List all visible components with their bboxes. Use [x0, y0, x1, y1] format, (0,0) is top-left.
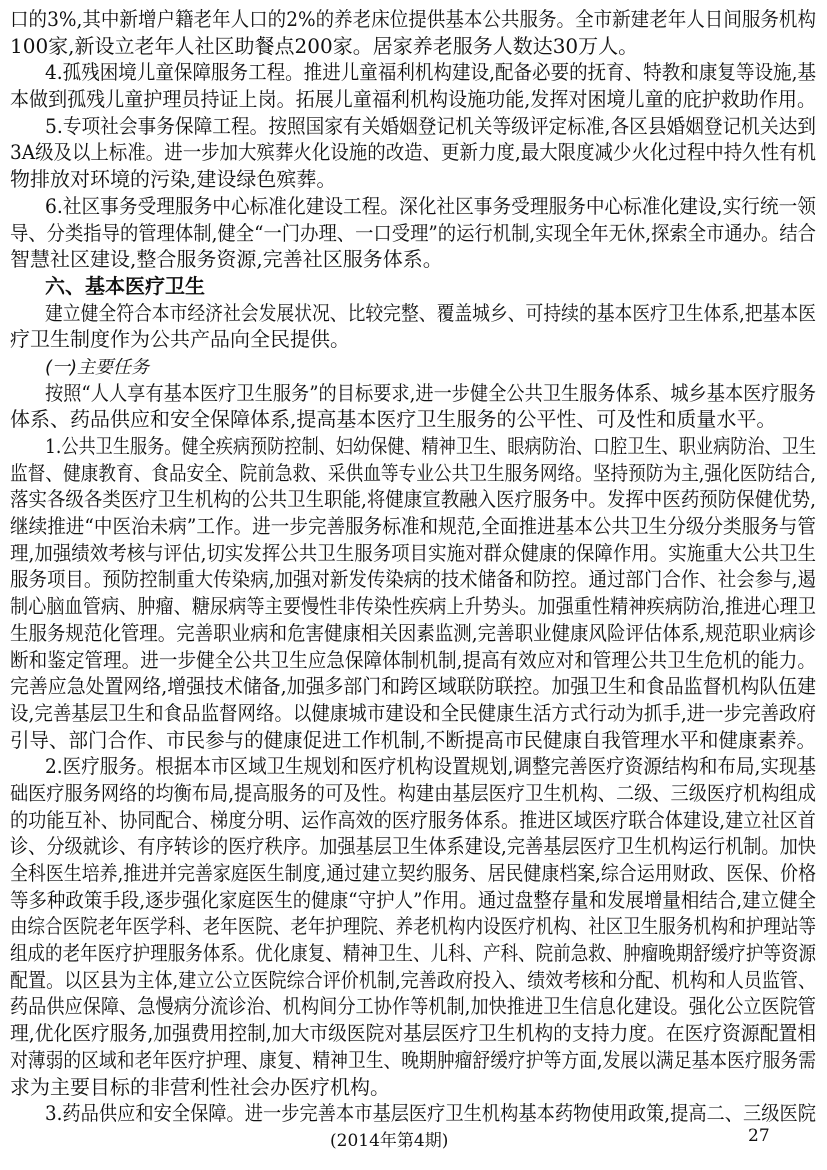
text-line: 智慧社区建设,整合服务资源,完善社区服务体系。 — [10, 247, 443, 272]
paragraph — [10, 380, 816, 433]
text-line: 完善应急处置网络,增强技术储备,加强多部门和跨区域联防联控。加强卫生和食品监督机构队伍建 — [10, 674, 816, 699]
text-line: 断和鉴定管理。进一步健全公共卫生应急保障体制机制,提高有效应对和管理公共卫生危机的能力。 — [10, 647, 816, 672]
section-heading — [10, 273, 816, 300]
text-line: 求为主要目标的非营利性社会办医疗机构。 — [10, 1074, 390, 1099]
text-line: 诊、分级就诊、有序转诊的医疗秩序。加强基层卫生体系建设,完善基层医疗卫生机构运行机制。加快 — [10, 834, 816, 859]
text-line: 础医疗服务网络的均衡布局,提高服务的可及性。构建由基层医疗卫生机构、二级、三级医疗机构组成 — [10, 780, 816, 805]
text-line: 3.药品供应和安全保障。进一步完善本市基层医疗卫生机构基本药物使用政策,提高二、三级医院 — [45, 1101, 816, 1126]
text-line: 100家,新设立老年人社区助餐点200家。居家养老服务人数达30万人。 — [10, 33, 639, 58]
text-line: 按照“人人享有基本医疗卫生服务”的目标要求,进一步健全公共卫生服务体系、城乡基本医疗服务 — [45, 380, 816, 405]
text-line: 4.孤残困境儿童保障服务工程。推进儿童福利机构建设,配备必要的抚育、特教和康复等设施,基 — [45, 60, 816, 85]
text-line: 制心脑血管病、肿瘤、糖尿病等主要慢性非传染性疾病上升势头。加强重性精神疾病防治,推进心理卫 — [10, 594, 816, 619]
paragraph — [10, 193, 816, 273]
text-line: 理,优化医疗服务,加强费用控制,加大市级医院对基层医疗卫生机构的支持力度。在医疗资源配置相 — [10, 1021, 816, 1046]
text-line: (一)主要任务 — [45, 356, 150, 378]
text-line: 由综合医院老年医学科、老年医院、老年护理院、养老机构内设医疗机构、社区卫生服务机构和护理站等 — [10, 914, 816, 939]
text-line: 导、分类指导的管理体制,健全“一门办理、一口受理”的运行机制,实现全年无休,探索全市通办。结合 — [10, 220, 816, 245]
text-line: 对薄弱的区域和老年医疗护理、康复、精神卫生、晚期肿瘤舒缓疗护等方面,发展以满足基本医疗服务需 — [10, 1047, 816, 1072]
text-line: 配置。以区县为主体,建立公立医院综合评价机制,完善政府投入、绩效考核和分配、机构和人员监管、 — [10, 967, 816, 992]
text-line: 继续推进“中医治未病”工作。进一步完善服务标准和规范,全面推进基本公共卫生分级分类服务与管 — [10, 514, 816, 539]
text-line: 5.专项社会事务保障工程。按照国家有关婚姻登记机关等级评定标准,各区县婚姻登记机关达到 — [45, 113, 816, 138]
text-line: 生服务规范化管理。完善职业病和危害健康相关因素监测,完善职业健康风险评估体系,规范职业病诊 — [10, 620, 816, 645]
text-line: 六、基本医疗卫生 — [45, 273, 205, 298]
text-line: 物排放对环境的污染,建设绿色殡葬。 — [10, 167, 337, 192]
text-line: 3A级及以上标准。进一步加大殡葬火化设施的改造、更新力度,最大限度减少火化过程中持久性有机 — [10, 140, 816, 165]
text-line: 理,加强绩效考核与评估,切实发挥公共卫生服务项目实施对群众健康的保障作用。实施重大公共卫生 — [10, 540, 816, 565]
paragraph — [10, 59, 816, 112]
text-line: 建立健全符合本市经济社会发展状况、比较完整、覆盖城乡、可持续的基本医疗卫生体系,把基本医 — [45, 300, 816, 325]
text-line: 组成的老年医疗护理服务体系。优化康复、精神卫生、儿科、产科、院前急救、肿瘤晚期舒缓疗护等资源 — [10, 941, 816, 966]
text-line: 2.医疗服务。根据本市区域卫生规划和医疗机构设置规划,调整完善医疗资源结构和布局,实现基 — [45, 754, 816, 779]
text-line: 本做到孤残儿童护理员持证上岗。拓展儿童福利机构设施功能,发挥对困境儿童的庇护救助作用。 — [10, 87, 816, 112]
text-line: 口的3%,其中新增户籍老年人口的2%的养老床位提供基本公共服务。全市新建老年人日间服务机构 — [10, 7, 816, 31]
subsection-heading — [10, 353, 816, 380]
text-line: 的功能互补、协同配合、梯度分明、运作高效的医疗服务体系。推进区域医疗联合体建设,建立社区首 — [10, 807, 816, 832]
text-line: 等多种政策手段,逐步强化家庭医生的健康“守护人”作用。通过盘整存量和发展增量相结合,建立健全 — [10, 887, 816, 912]
page-number: 27 — [748, 1126, 770, 1146]
paragraph — [10, 113, 816, 193]
text-line: 疗卫生制度作为公共产品向全民提供。 — [10, 327, 350, 352]
paragraph — [10, 753, 816, 1100]
paragraph — [10, 433, 816, 753]
paragraph — [10, 300, 816, 353]
text-line: 设,完善基层卫生和食品监督网络。以健康城市建设和全民健康生活方式行动为抓手,进一步完善政府 — [10, 700, 816, 725]
text-line: 6.社区事务受理服务中心标准化建设工程。深化社区事务受理服务中心标准化建设,实行统一领 — [45, 193, 816, 218]
text-line: 服务项目。预防控制重大传染病,加强对新发传染病的技术储备和防控。通过部门合作、社会参与,遏 — [10, 567, 816, 592]
text-line: 全科医生培养,推进并完善家庭医生制度,通过建立契约服务、居民健康档案,综合运用财政、医保、价格 — [10, 861, 816, 885]
text-line: 体系、药品供应和安全保障体系,提高基本医疗卫生服务的公平性、可及性和质量水平。 — [10, 407, 777, 432]
issue-label: (2014年第4期) — [330, 1131, 449, 1151]
text-line: 落实各级各类医疗卫生机构的公共卫生职能,将健康宣教融入医疗服务中。发挥中医药预防保健优势, — [10, 487, 816, 512]
document-body — [10, 6, 816, 1127]
text-line: 监督、健康教育、食品安全、院前急救、采供血等专业公共卫生服务网络。坚持预防为主,强化医防结合, — [10, 460, 816, 485]
paragraph — [10, 6, 816, 59]
paragraph — [10, 1100, 816, 1127]
text-line: 1.公共卫生服务。健全疾病预防控制、妇幼保健、精神卫生、眼病防治、口腔卫生、职业病防治、卫生 — [45, 434, 816, 458]
page-footer — [0, 1126, 827, 1150]
text-line: 引导、部门合作、市民参与的健康促进工作机制,不断提高市民健康自我管理水平和健康素养。 — [10, 727, 816, 752]
text-line: 药品供应保障、急慢病分流诊治、机构间分工协作等机制,加快推进卫生信息化建设。强化公立医院管 — [10, 994, 816, 1019]
